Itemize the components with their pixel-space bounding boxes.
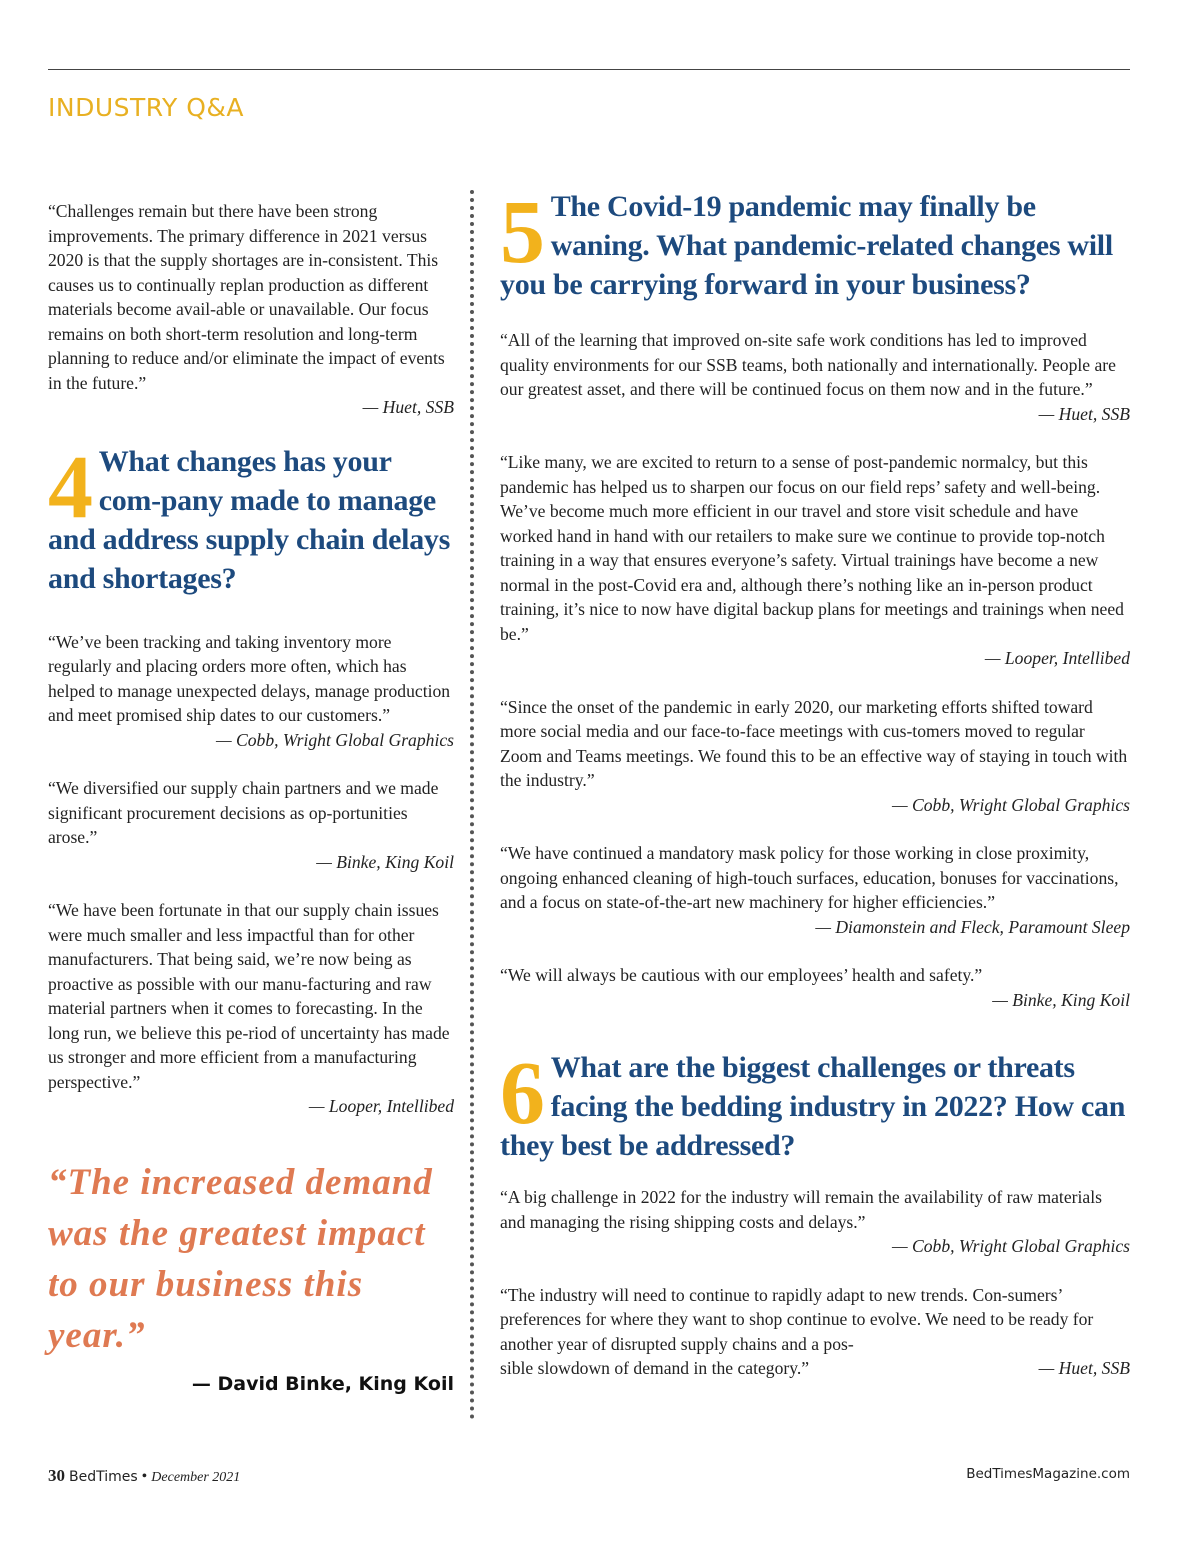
question-5-text: The Covid-19 pandemic may finally be waning. What pandemic-related changes will you be carrying forward in your business?: [500, 190, 1113, 301]
q5-answer-3-quote: “Since the onset of the pandemic in early 2020, our marketing efforts shifted toward more social media and our face-to-face meetings with cus-tomers moved to regular Zoom and Teams meetings. We found this to be an effective way of staying in touch with the industry.”: [500, 696, 1128, 790]
q5-answer-2-attribution: — Looper, Intellibed: [984, 648, 1130, 668]
q4-answer-2-attribution: — Binke, King Koil: [316, 851, 454, 872]
q4-answer-3-attribution: — Looper, Intellibed: [308, 1096, 454, 1116]
section-label: INDUSTRY Q&A: [48, 93, 245, 122]
question-6-heading: [500, 1044, 1130, 1165]
issue-date: December 2021: [151, 1470, 241, 1485]
q4-answer-1-quote: “We’ve been tracking and taking inventory more regularly and placing orders more often, which has helped to manage unexpected delays, manage production and meet promised ship dates to our customers.”: [48, 631, 451, 725]
q4-answer-3-quote: “We have been fortunate in that our supply chain issues were much smaller and less impactful than for other manufacturers. That being said, we’re now being as proactive as possible with our manu-facturing and raw material partners when it comes to forecasting. In the long run, we believe this pe-riod of uncertainty has made us stronger and more efficient from a manufacturing perspective.”: [48, 900, 450, 1092]
column-divider: [470, 190, 474, 1420]
q5-answer-4-attribution: — Diamonstein and Fleck, Paramount Sleep: [815, 916, 1130, 937]
footer-separator: •: [141, 1468, 148, 1485]
right-column: [500, 183, 1130, 1381]
question-6-text: What are the biggest challenges or threats facing the bedding industry in 2022? How can they best be addressed?: [500, 1051, 1126, 1162]
question-4-text: What changes has your com-pany made to manage and address supply chain delays and shortages?: [48, 444, 450, 595]
q5-answer-2-quote: “Like many, we are excited to return to a sense of post-pandemic normalcy, but this pandemic has helped us to sharpen our focus on our field reps’ safety and well-being. We’ve become much more efficient in our travel and store visit schedule and have worked hand in hand with our retailers to make sure we continue to provide top-notch training in a way that ensures everyone’s safety. Virtual trainings have become a new normal in the post-Covid era and, although there’s nothing like an in-person product training, it’s nice to now have digital backup plans for meetings and trainings when need be.”: [500, 452, 1124, 644]
q6-answer-2-last-line: [500, 1356, 1130, 1381]
q5-answer-5-quote: “We will always be cautious with our employees’ health and safety.”: [500, 965, 983, 985]
website-url: BedTimesMagazine.com: [966, 1466, 1130, 1482]
page-number: 30: [48, 1466, 65, 1485]
pull-quote: “The increased demand was the greatest impact to our business this year.”: [48, 1161, 433, 1356]
q5-answer-3-attribution: — Cobb, Wright Global Graphics: [891, 794, 1130, 815]
question-4: [48, 437, 454, 598]
intro-quote: “Challenges remain but there have been strong improvements. The primary difference in 2021 versus 2020 is that the supply shortages are in-consistent. This causes us to continually replan production as different materials become avail-able or unavailable. Our focus remains on both short-term resolution and long-term planning to reduce and/or eliminate the impact of events in the future.”: [48, 201, 445, 393]
question-5: [500, 183, 1130, 304]
question-6: [500, 1044, 1130, 1165]
q5-answer-5-attribution: — Binke, King Koil: [992, 989, 1130, 1010]
q6-answer-2-quote-end: sible slowdown of demand in the category.”: [500, 1358, 810, 1378]
question-6-number: 6: [500, 1044, 545, 1143]
q6-answer-1-attribution: — Cobb, Wright Global Graphics: [891, 1236, 1130, 1256]
q6-answer-1-quote: “A big challenge in 2022 for the industry will remain the availability of raw materials and managing the rising shipping costs and delays.”: [500, 1187, 1102, 1232]
q5-answer-1-attribution: — Huet, SSB: [1038, 403, 1130, 424]
question-4-heading: [48, 437, 454, 598]
q5-answer-4-quote: “We have continued a mandatory mask policy for those working in close proximity, ongoing enhanced cleaning of high-touch surfaces, education, bonuses for vaccinations, and a focus on state-of-the-art new machinery for higher efficiencies.”: [500, 843, 1119, 912]
q5-answer-1-quote: “All of the learning that improved on-site safe work conditions has led to improved quality environments for our SSB teams, both nationally and internationally. People are our greatest asset, and there will be continued focus on them now and in the future.”: [500, 330, 1116, 399]
footer-left: [48, 1466, 240, 1486]
question-5-heading: [500, 183, 1130, 304]
pull-quote-attribution: — David Binke, King Koil: [191, 1372, 454, 1395]
top-rule: [48, 69, 1130, 70]
q6-answer-2-quote: “The industry will need to continue to rapidly adapt to new trends. Con-sumers’ preferences for where they want to shop continue to evolve. We need to be ready for another year of disrupted supply chains and a pos-: [500, 1284, 1094, 1354]
left-column: [48, 199, 454, 1395]
question-4-number: 4: [48, 437, 93, 537]
q4-answer-2-quote: “We diversified our supply chain partners and we made significant procurement decisions as op-portunities arose.”: [48, 778, 439, 847]
intro-attribution: — Huet, SSB: [362, 397, 454, 417]
publication-name: BedTimes: [69, 1469, 138, 1485]
q6-answer-2-attribution: — Huet, SSB: [1038, 1358, 1130, 1378]
question-5-number: 5: [500, 183, 545, 282]
q4-answer-1-attribution: — Cobb, Wright Global Graphics: [215, 729, 454, 750]
